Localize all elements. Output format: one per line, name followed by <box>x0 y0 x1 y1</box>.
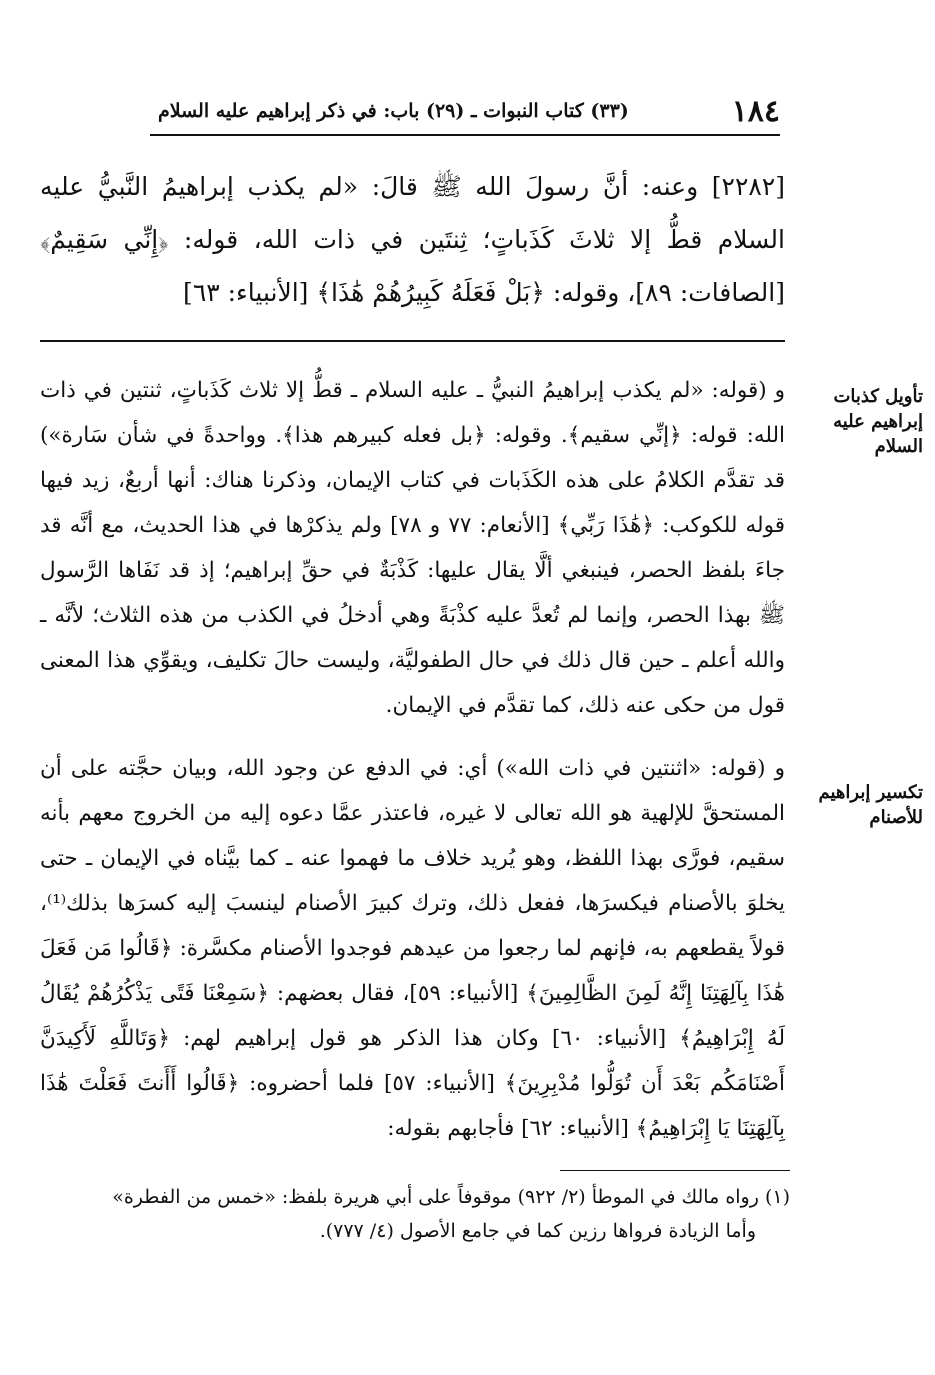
running-head <box>150 92 780 130</box>
footnote-divider <box>560 1170 790 1171</box>
margin-title-kadhabat: تأويل كذبات إبراهيم عليه السلام <box>833 386 923 457</box>
commentary-paragraph-2: و (قوله: «اثنتين في ذات الله») أي: في الدفع عن وجود الله، وبيان حجَّته على أن المستحقَّ للإلهية هو الله تعالى لا غيره، فاعتذر عمَّا دعوه إليه من الخروج معهم بأنه سقيم، فورَّى بهذا اللفظ، وهو يُريد خلاف ما فهموا عنه ـ كما بيَّناه في الإيمان ـ حتى يخلوَ بالأصنام فيكسرَها، ففعل ذلك، وترك كبيرَ الأصنام لينسبَ إليه كسرَها بذلك⁽¹⁾، قولاً يقطعهم به، فإنهم لما رجعوا من عيدهم فوجدوا الأصنام مكسَّرة: ﴿قَالُوا مَن فَعَلَ هَٰذَا بِآلِهَتِنَا إِنَّهُ لَمِنَ الظَّالِمِينَ﴾ [الأنبياء: ٥٩]، فقال بعضهم: ﴿سَمِعْنَا فَتًى يَذْكُرُهُمْ يُقَالُ لَهُ إِبْرَاهِيمُ﴾ [الأنبياء: ٦٠] وكان هذا الذكر هو قول إبراهيم لهم: ﴿وَتَاللَّهِ لَأَكِيدَنَّ أَصْنَامَكُم بَعْدَ أَن تُوَلُّوا مُدْبِرِينَ﴾ [الأنبياء: ٥٧] فلما أحضروه: ﴿قَالُوا أَأَنتَ فَعَلْتَ هَٰذَا بِآلِهَتِنَا يَا إِبْرَاهِيمُ﴾ [الأنبياء: ٦٢] فأجابهم بقوله: <box>40 756 786 1141</box>
page-number: ١٨٤ <box>731 93 780 129</box>
footnote-line-2: وأما الزيادة فرواها رزين كما في جامع الأصول (٤/ ٧٧٧). <box>319 1220 756 1242</box>
footnotes <box>40 1180 790 1248</box>
footnote-line-1: (١) رواه مالك في الموطأ (٢/ ٩٢٢) موقوفاً على أبي هريرة بلفظ: «خمس من الفطرة» <box>112 1186 790 1208</box>
header-divider <box>150 134 780 136</box>
section-divider <box>40 340 785 342</box>
margin-title-idols: تكسير إبراهيم للأصنام <box>818 782 923 828</box>
hadith-text: [٢٢٨٢] وعنه: أنَّ رسولَ الله ﷺ قالَ: «لم يكذب إبراهيمُ النَّبيُّ عليه السلام قطُّ إلا ثلاثَ كَذَباتٍ؛ ثِنتَين في ذات الله، قوله: ﴿إِنِّي سَقِيمٌ﴾ [الصافات: ٨٩]، وقوله: ﴿بَلْ فَعَلَهُ كَبِيرُهُمْ هَٰذَا﴾ [الأنبياء: ٦٣] <box>40 172 785 307</box>
commentary-paragraph-1: و (قوله: «لم يكذب إبراهيمُ النبيُّ ـ عليه السلام ـ قطُّ إلا ثلاث كَذَباتٍ، ثنتين في ذات الله: قوله: ﴿إنِّي سقيم﴾. وقوله: ﴿بل فعله كبيرهم هذا﴾. وواحدةً في شأن سَارة») قد تقدَّم الكلامُ على هذه الكَذَبات في كتاب الإيمان، وذكرنا هناك: أنها أربعٌ، زيد فيها قوله للكوكب: ﴿هَٰذَا رَبِّي﴾ [الأنعام: ٧٧ و ٧٨] ولم يذكرْها في هذا الحديث، مع أنَّه قد جاءَ بلفظ الحصر، فينبغي ألَّا يقال عليها: كَذْبَةٌ في حقِّ إبراهيم؛ إذ قد نَفَاها الرَّسول ﷺ بهذا الحصر، وإنما لم تُعدَّ عليه كذْبَةً وهي أدخلُ في الكذب من هذه الثلاث؛ لأنَّه ـ والله أعلم ـ حين قال ذلك في حال الطفوليَّة، وليست حالَ تكليف، ويقوِّي هذا المعنى قول من حكى عنه ذلك، كما تقدَّم في الإيمان. <box>40 378 785 718</box>
chapter-title: (٣٣) كتاب النبوات ـ (٢٩) باب: في ذكر إبراهيم عليه السلام <box>158 100 629 122</box>
